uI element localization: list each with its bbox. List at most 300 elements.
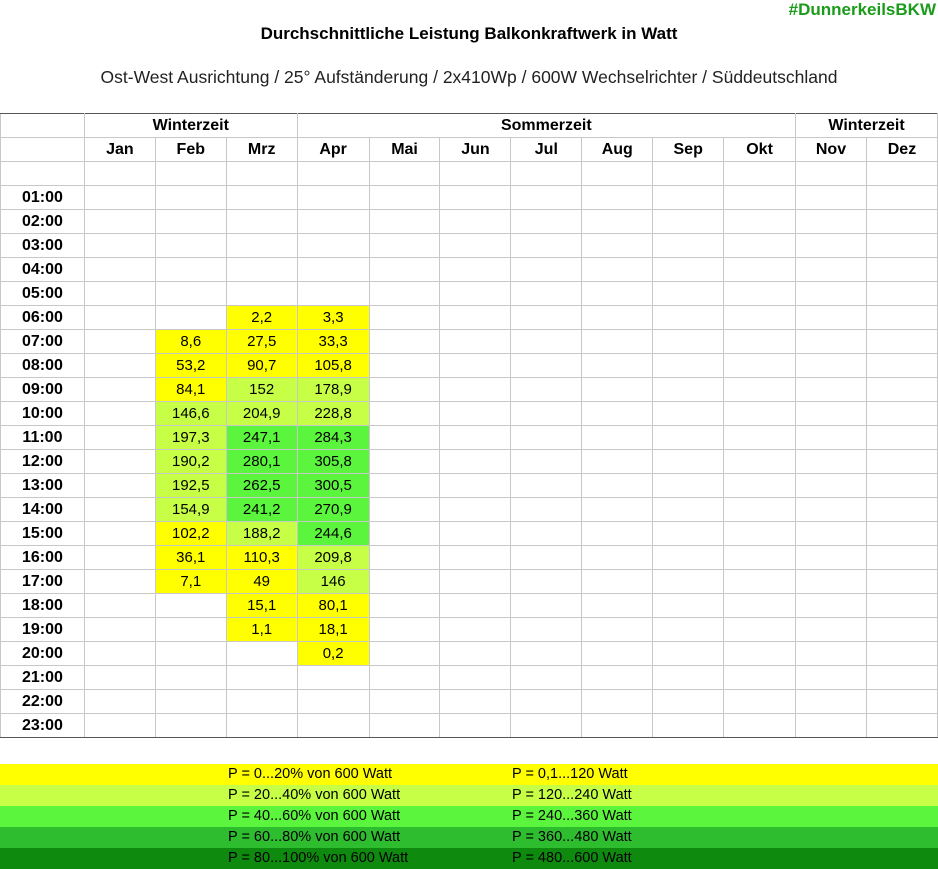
- empty-cell: [724, 450, 796, 474]
- empty-cell: [155, 186, 226, 210]
- hour-label: 19:00: [1, 618, 85, 642]
- empty-cell: [440, 570, 511, 594]
- empty-cell: [653, 594, 724, 618]
- empty-cell: [84, 186, 155, 210]
- value-cell: 204,9: [226, 402, 297, 426]
- empty-cell: [369, 354, 440, 378]
- hour-label: 16:00: [1, 546, 85, 570]
- legend-percent-label: P = 80...100% von 600 Watt: [228, 850, 409, 866]
- empty-cell: [866, 618, 937, 642]
- hour-label: 04:00: [1, 258, 85, 282]
- empty-cell: [796, 426, 867, 450]
- value-cell: 49: [226, 570, 297, 594]
- empty-cell: [369, 258, 440, 282]
- season-header-row: [1, 114, 938, 138]
- empty-cell: [724, 258, 796, 282]
- table-row: [1, 690, 938, 714]
- empty-cell: [440, 666, 511, 690]
- empty-cell: [796, 570, 867, 594]
- empty-cell: [440, 474, 511, 498]
- table-row: [1, 234, 938, 258]
- empty-cell: [369, 234, 440, 258]
- value-cell: 105,8: [297, 354, 369, 378]
- empty-cell: [653, 474, 724, 498]
- empty-cell: [511, 234, 582, 258]
- value-cell: 152: [226, 378, 297, 402]
- empty-cell: [866, 546, 937, 570]
- empty-cell: [155, 306, 226, 330]
- hour-label: 03:00: [1, 234, 85, 258]
- empty-cell: [796, 258, 867, 282]
- empty-cell: [796, 450, 867, 474]
- legend-percent-label: P = 60...80% von 600 Watt: [228, 829, 401, 845]
- empty-cell: [724, 666, 796, 690]
- empty-cell: [582, 450, 653, 474]
- empty-cell: [866, 378, 937, 402]
- empty-cell: [511, 450, 582, 474]
- empty-cell: [226, 714, 297, 738]
- value-cell: 228,8: [297, 402, 369, 426]
- hour-label: 01:00: [1, 186, 85, 210]
- empty-cell: [653, 378, 724, 402]
- season-header: Winterzeit: [796, 114, 938, 138]
- empty-cell: [440, 522, 511, 546]
- empty-cell: [155, 162, 226, 186]
- month-header: Feb: [155, 138, 226, 162]
- empty-cell: [369, 402, 440, 426]
- empty-cell: [155, 210, 226, 234]
- empty-cell: [440, 210, 511, 234]
- hour-label: 13:00: [1, 474, 85, 498]
- empty-cell: [226, 210, 297, 234]
- month-header: Sep: [653, 138, 724, 162]
- value-cell: 80,1: [297, 594, 369, 618]
- value-cell: 284,3: [297, 426, 369, 450]
- empty-cell: [582, 210, 653, 234]
- empty-cell: [84, 618, 155, 642]
- empty-cell: [653, 618, 724, 642]
- month-header: Apr: [297, 138, 369, 162]
- empty-cell: [796, 210, 867, 234]
- empty-cell: [582, 618, 653, 642]
- legend-watt-label: P = 480...600 Watt: [512, 850, 632, 866]
- empty-cell: [84, 282, 155, 306]
- empty-cell: [155, 234, 226, 258]
- empty-cell: [440, 354, 511, 378]
- empty-cell: [84, 210, 155, 234]
- empty-cell: [369, 378, 440, 402]
- empty-cell: [297, 162, 369, 186]
- value-cell: 241,2: [226, 498, 297, 522]
- empty-cell: [653, 234, 724, 258]
- empty-cell: [653, 714, 724, 738]
- hour-label: 14:00: [1, 498, 85, 522]
- hour-label: 15:00: [1, 522, 85, 546]
- empty-cell: [796, 186, 867, 210]
- month-header-row: [1, 138, 938, 162]
- value-cell: 15,1: [226, 594, 297, 618]
- empty-cell: [582, 714, 653, 738]
- empty-cell: [440, 234, 511, 258]
- page-subtitle: Ost-West Ausrichtung / 25° Aufständerung / 2x410Wp / 600W Wechselrichter / Süddeutschland: [100, 67, 838, 87]
- empty-cell: [369, 714, 440, 738]
- empty-cell: [369, 162, 440, 186]
- empty-cell: [724, 546, 796, 570]
- empty-cell: [866, 594, 937, 618]
- empty-cell: [511, 306, 582, 330]
- hour-label: 12:00: [1, 450, 85, 474]
- empty-cell: [796, 522, 867, 546]
- legend-watt-label: P = 360...480 Watt: [512, 829, 632, 845]
- empty-cell: [866, 690, 937, 714]
- empty-cell: [369, 210, 440, 234]
- empty-cell: [582, 306, 653, 330]
- empty-cell: [582, 498, 653, 522]
- hour-label: 23:00: [1, 714, 85, 738]
- value-cell: 262,5: [226, 474, 297, 498]
- table-row: [1, 714, 938, 738]
- value-cell: 7,1: [155, 570, 226, 594]
- value-cell: 84,1: [155, 378, 226, 402]
- value-cell: 154,9: [155, 498, 226, 522]
- empty-cell: [511, 570, 582, 594]
- empty-cell: [440, 690, 511, 714]
- empty-cell: [724, 498, 796, 522]
- month-header: Aug: [582, 138, 653, 162]
- empty-cell: [440, 714, 511, 738]
- empty-cell: [84, 546, 155, 570]
- value-cell: 178,9: [297, 378, 369, 402]
- empty-cell: [155, 594, 226, 618]
- empty-cell: [369, 426, 440, 450]
- empty-cell: [84, 714, 155, 738]
- empty-cell: [724, 402, 796, 426]
- empty-cell: [511, 522, 582, 546]
- month-header: Jan: [84, 138, 155, 162]
- table-row: [1, 450, 938, 474]
- table-row: [1, 618, 938, 642]
- empty-cell: [653, 426, 724, 450]
- empty-cell: [511, 162, 582, 186]
- empty-cell: [84, 354, 155, 378]
- empty-cell: [582, 546, 653, 570]
- empty-cell: [84, 426, 155, 450]
- empty-cell: [511, 594, 582, 618]
- empty-cell: [582, 186, 653, 210]
- empty-cell: [440, 546, 511, 570]
- value-cell: 188,2: [226, 522, 297, 546]
- empty-cell: [155, 642, 226, 666]
- empty-cell: [582, 666, 653, 690]
- empty-cell: [84, 522, 155, 546]
- color-legend: [0, 764, 938, 868]
- hour-label: 17:00: [1, 570, 85, 594]
- value-cell: 1,1: [226, 618, 297, 642]
- empty-cell: [796, 714, 867, 738]
- month-header: Mrz: [226, 138, 297, 162]
- value-cell: 209,8: [297, 546, 369, 570]
- page-title: Durchschnittliche Leistung Balkonkraftwerk in Watt: [260, 24, 678, 43]
- empty-cell: [724, 306, 796, 330]
- empty-cell: [84, 594, 155, 618]
- empty-cell: [582, 354, 653, 378]
- empty-cell: [796, 690, 867, 714]
- empty-cell: [511, 642, 582, 666]
- empty-cell: [724, 354, 796, 378]
- empty-cell: [866, 642, 937, 666]
- empty-cell: [796, 666, 867, 690]
- empty-cell: [440, 162, 511, 186]
- table-row: [1, 594, 938, 618]
- empty-cell: [866, 162, 937, 186]
- empty-cell: [511, 402, 582, 426]
- month-header: Mai: [369, 138, 440, 162]
- empty-cell: [724, 162, 796, 186]
- table-row: [1, 306, 938, 330]
- empty-cell: [226, 666, 297, 690]
- empty-cell: [724, 618, 796, 642]
- empty-cell: [724, 330, 796, 354]
- hour-label: 21:00: [1, 666, 85, 690]
- empty-cell: [653, 162, 724, 186]
- empty-cell: [369, 522, 440, 546]
- legend-watt-label: P = 0,1...120 Watt: [512, 766, 628, 782]
- legend-row: [0, 827, 938, 848]
- empty-cell: [796, 594, 867, 618]
- value-cell: 8,6: [155, 330, 226, 354]
- empty-cell: [440, 426, 511, 450]
- empty-cell: [653, 186, 724, 210]
- empty-cell: [724, 426, 796, 450]
- empty-cell: [511, 666, 582, 690]
- legend-percent-label: P = 20...40% von 600 Watt: [228, 787, 401, 803]
- hour-label: 10:00: [1, 402, 85, 426]
- empty-cell: [226, 642, 297, 666]
- empty-cell: [369, 642, 440, 666]
- value-cell: 3,3: [297, 306, 369, 330]
- empty-cell: [511, 282, 582, 306]
- empty-cell: [866, 498, 937, 522]
- empty-cell: [796, 306, 867, 330]
- empty-cell: [155, 690, 226, 714]
- empty-cell: [653, 690, 724, 714]
- empty-cell: [866, 354, 937, 378]
- table-row: [1, 546, 938, 570]
- empty-cell: [369, 498, 440, 522]
- empty-cell: [511, 258, 582, 282]
- value-cell: 197,3: [155, 426, 226, 450]
- empty-cell: [84, 450, 155, 474]
- empty-cell: [724, 594, 796, 618]
- empty-cell: [582, 642, 653, 666]
- empty-cell: [440, 618, 511, 642]
- empty-cell: [582, 258, 653, 282]
- empty-cell: [440, 306, 511, 330]
- empty-cell: [440, 402, 511, 426]
- hour-label: 20:00: [1, 642, 85, 666]
- empty-cell: [511, 186, 582, 210]
- empty-cell: [440, 594, 511, 618]
- value-cell: 36,1: [155, 546, 226, 570]
- empty-cell: [84, 258, 155, 282]
- empty-cell: [796, 162, 867, 186]
- empty-cell: [796, 618, 867, 642]
- hour-label: 07:00: [1, 330, 85, 354]
- empty-cell: [440, 642, 511, 666]
- hashtag-label: #DunnerkeilsBKW: [788, 0, 936, 19]
- empty-cell: [440, 378, 511, 402]
- empty-cell: [653, 258, 724, 282]
- empty-cell: [369, 282, 440, 306]
- empty-cell: [155, 666, 226, 690]
- empty-cell: [724, 210, 796, 234]
- empty-cell: [724, 522, 796, 546]
- empty-cell: [226, 258, 297, 282]
- empty-cell: [582, 426, 653, 450]
- empty-cell: [84, 570, 155, 594]
- empty-cell: [155, 282, 226, 306]
- empty-cell: [796, 234, 867, 258]
- empty-cell: [369, 306, 440, 330]
- empty-cell: [796, 474, 867, 498]
- empty-cell: [866, 258, 937, 282]
- table-row: [1, 330, 938, 354]
- legend-percent-label: P = 0...20% von 600 Watt: [228, 766, 393, 782]
- value-cell: 244,6: [297, 522, 369, 546]
- empty-cell: [84, 474, 155, 498]
- hour-label: 06:00: [1, 306, 85, 330]
- empty-cell: [440, 498, 511, 522]
- empty-cell: [724, 714, 796, 738]
- empty-cell: [796, 546, 867, 570]
- empty-cell: [866, 306, 937, 330]
- empty-cell: [653, 522, 724, 546]
- empty-cell: [866, 234, 937, 258]
- empty-cell: [582, 522, 653, 546]
- value-cell: 247,1: [226, 426, 297, 450]
- value-cell: 146,6: [155, 402, 226, 426]
- empty-cell: [653, 642, 724, 666]
- corner-cell: [1, 114, 85, 138]
- hour-label: 08:00: [1, 354, 85, 378]
- power-table: [0, 113, 938, 738]
- empty-cell: [84, 234, 155, 258]
- table-row: [1, 402, 938, 426]
- empty-cell: [582, 282, 653, 306]
- empty-cell: [84, 642, 155, 666]
- table-row: [1, 426, 938, 450]
- empty-cell: [796, 642, 867, 666]
- table-row: [1, 498, 938, 522]
- empty-cell: [369, 594, 440, 618]
- empty-cell: [582, 162, 653, 186]
- empty-cell: [511, 210, 582, 234]
- empty-cell: [155, 258, 226, 282]
- empty-cell: [297, 186, 369, 210]
- empty-cell: [796, 354, 867, 378]
- value-cell: 192,5: [155, 474, 226, 498]
- legend-row: [0, 764, 938, 785]
- empty-cell: [724, 570, 796, 594]
- empty-cell: [866, 186, 937, 210]
- empty-cell: [84, 402, 155, 426]
- empty-cell: [226, 162, 297, 186]
- table-row: [1, 354, 938, 378]
- value-cell: 300,5: [297, 474, 369, 498]
- empty-cell: [653, 498, 724, 522]
- empty-cell: [511, 690, 582, 714]
- empty-cell: [653, 450, 724, 474]
- empty-cell: [582, 330, 653, 354]
- empty-cell: [724, 474, 796, 498]
- legend-percent-label: P = 40...60% von 600 Watt: [228, 808, 401, 824]
- empty-cell: [653, 666, 724, 690]
- empty-cell: [724, 282, 796, 306]
- value-cell: 280,1: [226, 450, 297, 474]
- empty-cell: [226, 234, 297, 258]
- empty-cell: [511, 546, 582, 570]
- empty-cell: [653, 330, 724, 354]
- empty-cell: [653, 546, 724, 570]
- table-row: [1, 186, 938, 210]
- empty-cell: [511, 474, 582, 498]
- empty-cell: [511, 354, 582, 378]
- empty-cell: [297, 210, 369, 234]
- empty-cell: [796, 498, 867, 522]
- empty-cell: [440, 186, 511, 210]
- empty-cell: [369, 474, 440, 498]
- empty-cell: [582, 474, 653, 498]
- empty-cell: [653, 570, 724, 594]
- empty-cell: [369, 690, 440, 714]
- empty-cell: [1, 162, 85, 186]
- empty-cell: [440, 258, 511, 282]
- empty-cell: [866, 714, 937, 738]
- empty-cell: [511, 426, 582, 450]
- empty-cell: [226, 282, 297, 306]
- empty-cell: [369, 618, 440, 642]
- table-row: [1, 258, 938, 282]
- legend-row: [0, 848, 938, 869]
- legend-row: [0, 806, 938, 827]
- empty-cell: [297, 714, 369, 738]
- value-cell: 0,2: [297, 642, 369, 666]
- empty-cell: [84, 330, 155, 354]
- empty-cell: [369, 186, 440, 210]
- empty-cell: [369, 570, 440, 594]
- value-cell: 90,7: [226, 354, 297, 378]
- empty-cell: [369, 330, 440, 354]
- empty-cell: [511, 618, 582, 642]
- empty-cell: [582, 402, 653, 426]
- empty-cell: [582, 570, 653, 594]
- table-row: [1, 282, 938, 306]
- empty-cell: [84, 666, 155, 690]
- value-cell: 190,2: [155, 450, 226, 474]
- empty-cell: [155, 618, 226, 642]
- legend-watt-label: P = 120...240 Watt: [512, 787, 632, 803]
- value-cell: 18,1: [297, 618, 369, 642]
- empty-cell: [297, 258, 369, 282]
- empty-cell: [226, 186, 297, 210]
- table-row: [1, 666, 938, 690]
- table-row: [1, 522, 938, 546]
- empty-cell: [511, 714, 582, 738]
- empty-cell: [582, 594, 653, 618]
- value-cell: 27,5: [226, 330, 297, 354]
- month-header: Nov: [796, 138, 867, 162]
- month-header: Jun: [440, 138, 511, 162]
